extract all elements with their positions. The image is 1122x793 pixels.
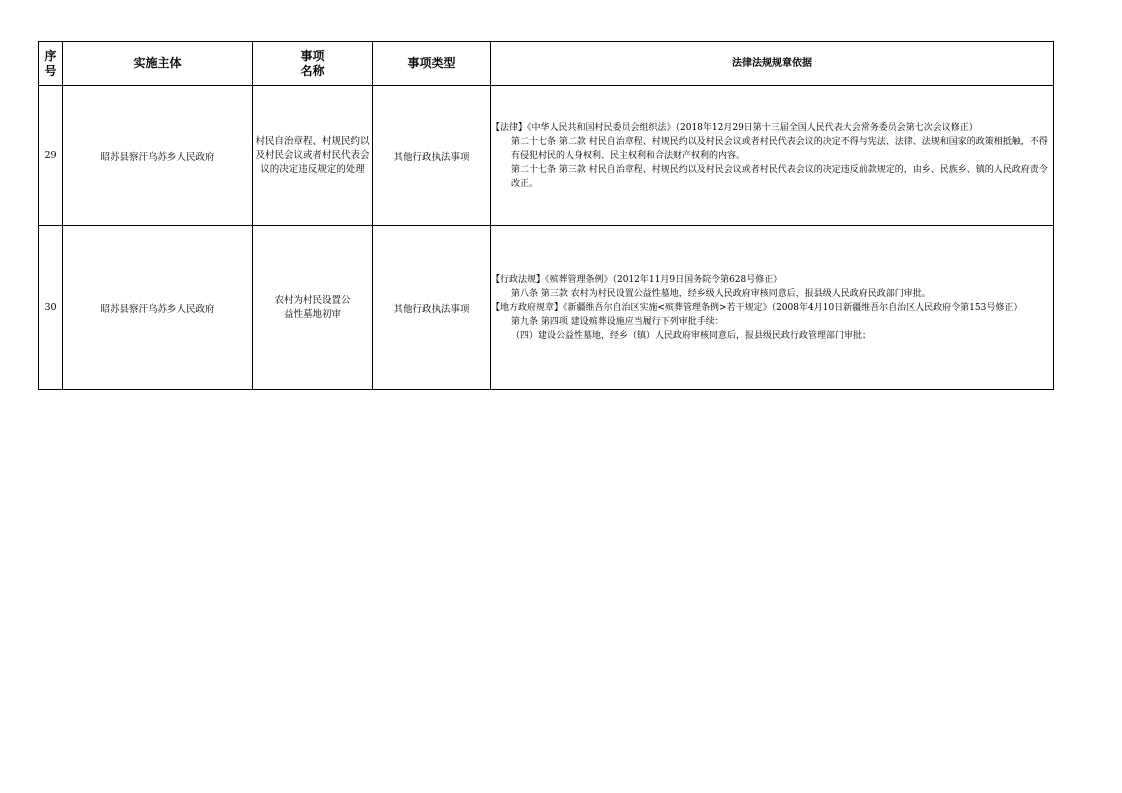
table-row xyxy=(39,86,1054,226)
enforcement-items-table xyxy=(38,41,1054,390)
row-type: 其他行政执法事项 xyxy=(373,226,491,390)
table-row xyxy=(39,226,1054,390)
header-org: 实施主体 xyxy=(63,42,253,86)
header-basis: 法律法规规章依据 xyxy=(491,42,1054,86)
basis-line: 【行政法规】《殡葬管理条例》（2012年11月9日国务院令第628号修正） xyxy=(491,274,783,285)
basis-line: 第二十七条 第三款 村民自治章程、村规民约以及村民会议或者村民代表会议的决定违反前款规定的，由乡、民族乡、镇的人民政府责令改正。 xyxy=(511,164,1048,189)
row-no: 30 xyxy=(39,226,63,390)
row-type: 其他行政执法事项 xyxy=(373,86,491,226)
row-org: 昭苏县察汗乌苏乡人民政府 xyxy=(63,226,253,390)
row-name: 农村为村民设置公益性墓地初审 xyxy=(253,226,373,390)
row-basis xyxy=(491,226,1054,390)
basis-line: 第八条 第三款 农村为村民设置公益性墓地，经乡级人民政府审核同意后，报县级人民政府民政部门审批。 xyxy=(511,288,931,299)
basis-line: 第九条 第四项 建设殡葬设施应当履行下列审批手续： xyxy=(511,316,724,327)
basis-line: 第二十七条 第二款 村民自治章程、村规民约以及村民会议或者村民代表会议的决定不得与宪法、法律、法规和国家的政策相抵触，不得有侵犯村民的人身权利、民主权利和合法财产权利的内容。 xyxy=(511,136,1048,161)
table-header-row xyxy=(39,42,1054,86)
basis-line: 【法律】《中华人民共和国村民委员会组织法》（2018年12月29日第十三届全国人民代表大会常务委员会第七次会议修正） xyxy=(491,122,978,133)
row-no: 29 xyxy=(39,86,63,226)
basis-line: （四）建设公益性墓地，经乡（镇）人民政府审核同意后，报县级民政行政管理部门审批； xyxy=(511,330,872,341)
row-org: 昭苏县察汗乌苏乡人民政府 xyxy=(63,86,253,226)
row-basis xyxy=(491,86,1054,226)
row-name: 村民自治章程、村规民约以及村民会议或者村民代表会议的决定违反规定的处理 xyxy=(253,86,373,226)
basis-line: 【地方政府规章】《新疆维吾尔自治区实施<殡葬管理条例>若干规定》（2008年4月10日新疆维吾尔自治区人民政府令第153号修正） xyxy=(491,302,1023,313)
header-type: 事项类型 xyxy=(373,42,491,86)
header-no: 序号 xyxy=(39,42,63,86)
header-name: 事项名称 xyxy=(253,42,373,86)
